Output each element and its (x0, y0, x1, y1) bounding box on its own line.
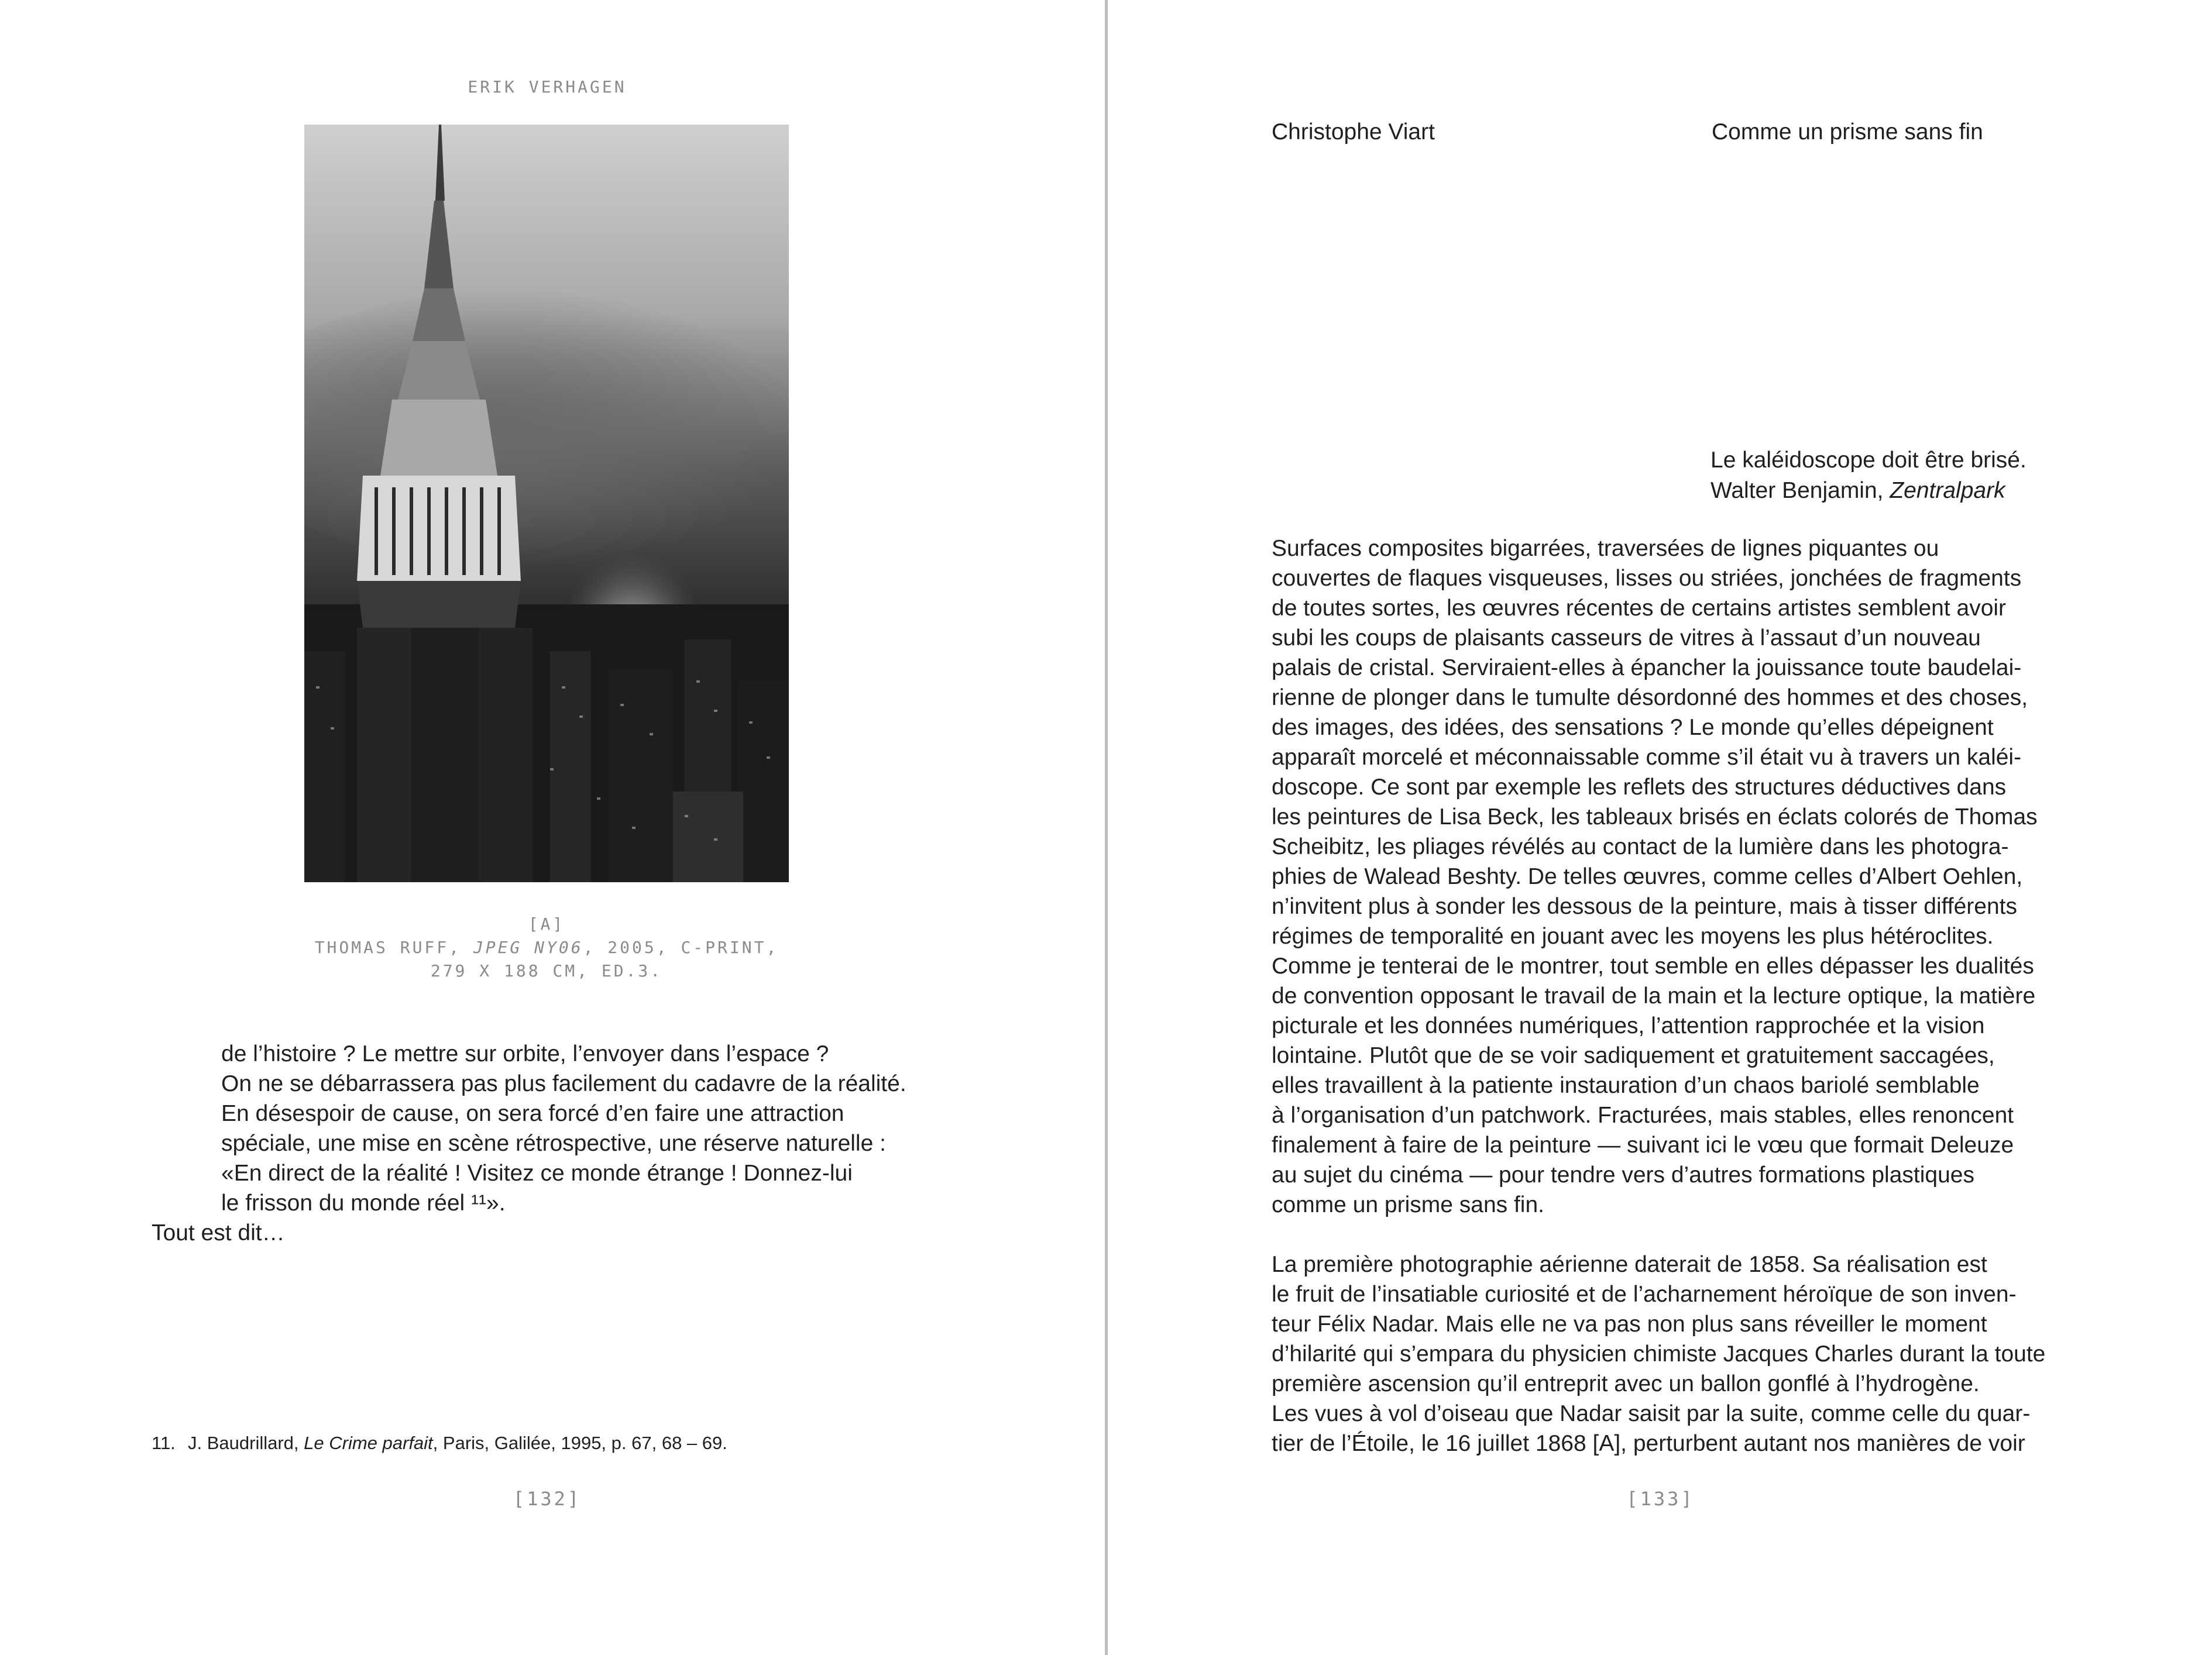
paragraph-gap (1272, 1220, 2091, 1250)
paragraph-line: apparaît morcelé et méconnaissable comme s’il était vu à travers un kaléi- (1272, 745, 2022, 770)
paragraph-line: phies de Walead Beshty. De telles œuvres, comme celles d’Albert Oehlen, (1272, 864, 2023, 889)
paragraph-line: à l’organisation d’un patchwork. Fracturées, mais stables, elles renoncent (1272, 1103, 2014, 1128)
paragraph-line: première ascension qu’il entreprit avec un ballon gonflé à l’hydrogène. (1272, 1371, 1980, 1396)
running-head-title: Comme un prisme sans fin (1712, 119, 1983, 144)
epigraph-quote: Le kaléidoscope doit être brisé. (1710, 448, 2026, 473)
epigraph-attribution (1710, 476, 2026, 506)
page-number: [133] (1626, 1488, 1695, 1510)
footnote-title: Le Crime parfait (304, 1433, 433, 1453)
paragraph-line: couvertes de flaques visqueuses, lisses ou striées, jonchées de fragments (1272, 566, 2022, 591)
epigraph-author: Walter Benjamin, (1710, 478, 1890, 503)
paragraph-line: La première photographie aérienne daterait de 1858. Sa réalisation est (1272, 1252, 1987, 1277)
epigraph (1710, 445, 2026, 506)
running-head: ERIK VERHAGEN (468, 77, 627, 97)
paragraph-line: finalement à faire de la peinture — suivant ici le vœu que formait Deleuze (1272, 1133, 2014, 1158)
footnote-details: , Paris, Galilée, 1995, p. 67, 68 – 69. (432, 1433, 727, 1453)
paragraph-line: des images, des idées, des sensations ? Le monde qu’elles dépeignent (1272, 715, 1994, 740)
paragraph-line: le fruit de l’insatiable curiosité et de l’acharnement héroïque de son inven- (1272, 1282, 2017, 1307)
quote-block (221, 1039, 1017, 1218)
paragraph-line: comme un prisme sans fin. (1272, 1192, 1545, 1217)
paragraph-line: doscope. Ce sont par exemple les reflets des structures déductives dans (1272, 775, 2007, 800)
paragraph-line: au sujet du cinéma — pour tendre vers d’autres formations plastiques (1272, 1162, 1974, 1188)
footnote-author: J. Baudrillard, (188, 1433, 304, 1453)
epigraph-work: Zentralpark (1890, 478, 2005, 503)
running-head-author: Christophe Viart (1272, 119, 1435, 144)
paragraph-line: Surfaces composites bigarrées, traversées de lignes piquantes ou (1272, 536, 1939, 561)
paragraph-line: Comme je tenterai de le montrer, tout semble en elles dépasser les dualités (1272, 954, 2034, 979)
paragraph-line: tier de l’Étoile, le 16 juillet 1868 [A], perturbent autant nos manières de voir (1272, 1431, 2025, 1456)
paragraph-line: teur Félix Nadar. Mais elle ne va pas non plus sans réveiller le moment (1272, 1312, 1987, 1337)
quote-line: «En direct de la réalité ! Visitez ce monde étrange ! Donnez-lui (221, 1161, 853, 1186)
paragraph-line: lointaine. Plutôt que de se voir sadiquement et gratuitement saccagées, (1272, 1043, 1995, 1068)
paragraph-line: subi les coups de plaisants casseurs de vitres à l’assaut d’un nouveau (1272, 625, 1981, 651)
quote-line: spéciale, une mise en scène rétrospective, une réserve naturelle : (221, 1131, 886, 1156)
footnote (152, 1432, 727, 1455)
paragraph-line: les peintures de Lisa Beck, les tableaux brisés en éclats colorés de Thomas (1272, 804, 2038, 830)
caption-work-title: JPEG NY06 (473, 938, 583, 957)
quote-line: le frisson du monde réel ¹¹». (221, 1191, 506, 1216)
page-number: [132] (513, 1488, 582, 1510)
figure-label: [A] (528, 914, 565, 934)
essay-text (1272, 534, 2091, 1458)
paragraph-line: elles travaillent à la patiente instauration d’un chaos bariolé semblable (1272, 1073, 1980, 1098)
paragraph-line: rienne de plonger dans le tumulte désordonné des hommes et des choses, (1272, 685, 2028, 710)
paragraph-line: de toutes sortes, les œuvres récentes de certains artistes semblent avoir (1272, 596, 2007, 621)
paragraph-line: picturale et les données numériques, l’attention rapprochée et la vision (1272, 1013, 1985, 1038)
closing-line: Tout est dit… (152, 1220, 285, 1245)
empire-state-photo (304, 125, 789, 882)
figure-caption-line1 (281, 936, 812, 959)
paragraph-line: Scheibitz, les pliages révélés au contact de la lumière dans les photogra- (1272, 834, 2009, 859)
caption-artist: THOMAS RUFF, (314, 938, 473, 957)
quote-line: En désespoir de cause, on sera forcé d’en faire une attraction (221, 1101, 844, 1126)
figure-caption (281, 913, 812, 983)
footnote-number: 11. (152, 1433, 176, 1453)
paragraph-line: de convention opposant le travail de la main et la lecture optique, la matière (1272, 983, 2036, 1009)
quote-line: de l’histoire ? Le mettre sur orbite, l’envoyer dans l’espace ? (221, 1041, 829, 1066)
paragraph-line: n’invitent plus à sonder les dessous de la peinture, mais à tisser différents (1272, 894, 2017, 919)
paragraph-line: palais de cristal. Serviraient-elles à épancher la jouissance toute baudelai- (1272, 655, 2022, 680)
gutter-divider (1105, 0, 1108, 1655)
paragraph-line: régimes de temporalité en jouant avec les moyens les plus hétéroclites. (1272, 924, 1994, 949)
quote-line: On ne se débarrassera pas plus facilement du cadavre de la réalité. (221, 1071, 906, 1096)
right-page (1109, 0, 2212, 1655)
caption-details: , 2005, C-PRINT, (583, 938, 779, 957)
paragraph-line: Les vues à vol d’oiseau que Nadar saisit par la suite, comme celle du quar- (1272, 1401, 2031, 1426)
figure-caption-line2: 279 X 188 CM, ED.3. (430, 961, 663, 980)
paragraph-line: d’hilarité qui s’empara du physicien chimiste Jacques Charles durant la toute (1272, 1341, 2046, 1367)
